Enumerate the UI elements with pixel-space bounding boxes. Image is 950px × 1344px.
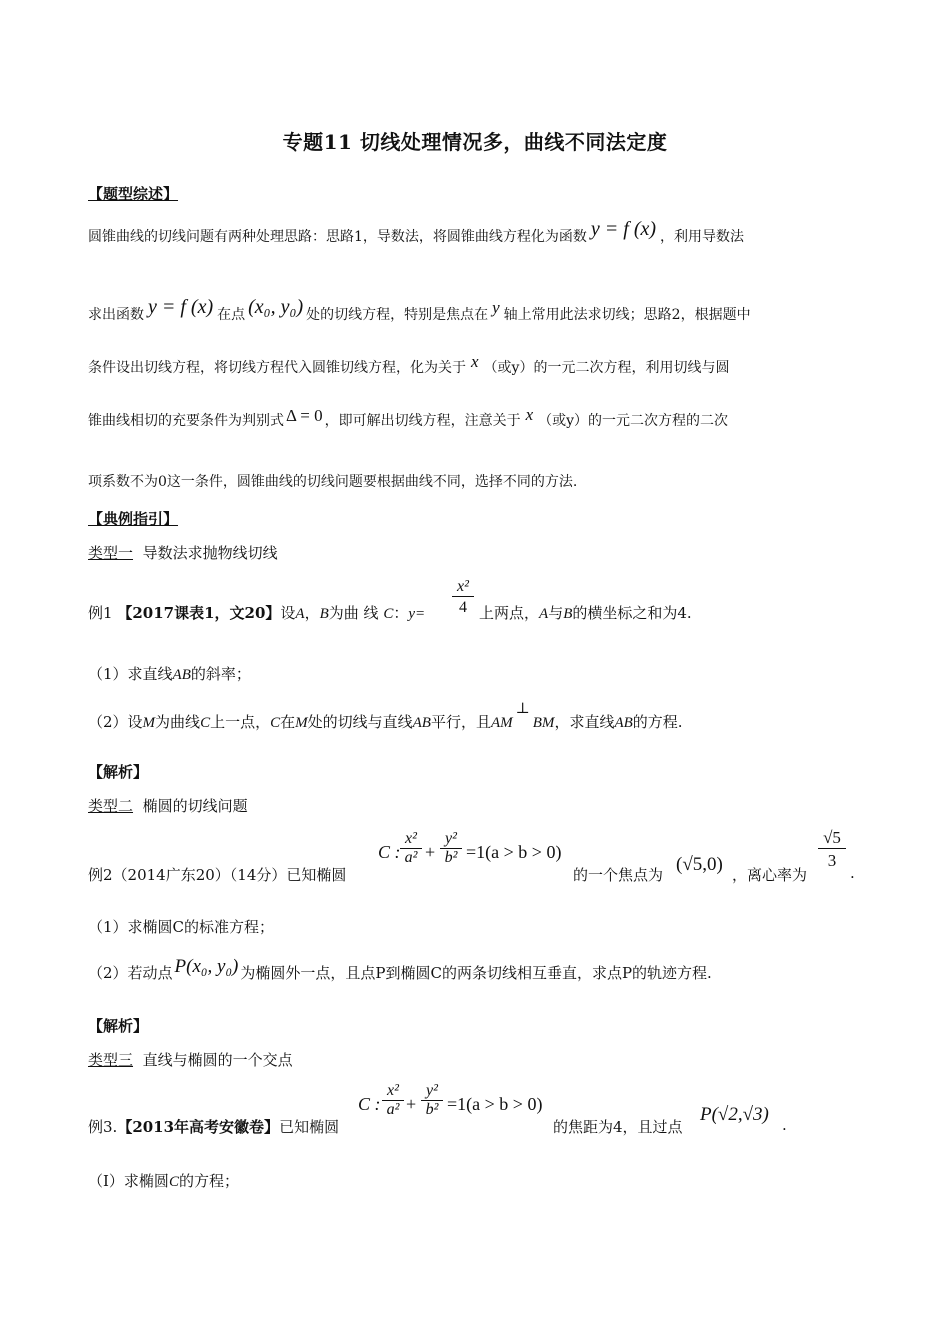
fraction-numerator: √5 [823,828,841,847]
var-C: C [200,715,211,731]
var-M: M [295,715,308,731]
question-text: 为椭圆外一点，且点P到椭圆C的两条切线相互垂直，求点P的轨迹方程. [240,964,712,982]
examples-heading: 【典例指引】 [88,510,179,528]
fraction-numerator: y² [426,1082,438,1099]
type-label: 类型一 [88,544,134,562]
fraction-denominator: b² [440,848,462,867]
overview-heading: 【题型综述】 [88,185,179,203]
example3-question-1 [88,1170,239,1191]
type2-heading [88,795,248,816]
fraction-x2-over-4 [452,578,474,617]
eq-rest: =1(a > b > 0) [466,842,562,862]
var-C: C [270,715,281,731]
question-text: 在 [280,713,296,731]
point-P: P(x₀, y₀) [174,956,239,977]
var-BM: BM [532,715,555,731]
period: . [782,1116,787,1134]
var-AB: AB [412,715,431,731]
question-text: 的斜率； [190,665,251,683]
var-B: B [319,606,329,622]
math-fx: y = f (x) [148,296,214,318]
fraction-denominator: b² [421,1100,443,1119]
var-y: y= [408,606,426,622]
overview-line-2 [88,296,751,325]
fraction-x2-over-a2 [400,830,422,867]
example2-ecc-text: ，离心率为 [732,866,808,884]
example3-intro [88,1116,339,1137]
math-delta: Δ = 0 [286,406,323,425]
overview-line-3 [88,352,730,377]
type-title: 椭圆的切线问题 [142,797,248,815]
type-label: 类型三 [88,1051,134,1069]
question-text: （2）设 [88,713,143,731]
var-C: C [168,1174,179,1190]
math-x: x [471,352,479,371]
question-text: 的方程； [178,1172,239,1190]
question-text: 为曲线 [155,713,201,731]
example1-question-2 [88,699,683,732]
example-number: 例1 [88,604,113,622]
fraction-x2-over-a2 [382,1082,404,1119]
overview-line-4 [88,405,729,430]
question-text: 平行，且 [430,713,491,731]
math-fx: y = f (x) [590,218,657,240]
question-text: （2）若动点 [88,964,173,982]
math-x: x [525,405,534,424]
overview-text: ，利用导数法 [660,229,745,245]
question-text: （1）求直线 [88,665,173,683]
fraction-denominator: 4 [452,596,474,617]
overview-text: 在点 [217,307,246,323]
period: . [850,864,855,882]
fraction-sqrt5-over-3 [818,828,846,871]
overview-line-5: 项系数不为0这一条件，圆锥曲线的切线问题要根据曲线不同，选择不同的方法. [88,474,578,490]
example1-analysis: 【解析】 [88,763,149,781]
overview-text: 处的切线方程，特别是焦点在 [306,307,489,323]
var-AB: AB [172,667,191,683]
example-source: 【2017课表1，文20】 [117,604,281,622]
overview-text: （或y）的一元二次方程，利用切线与圆 [483,360,730,376]
example-text: 为曲 线 [328,604,379,622]
fraction-numerator: y² [445,830,457,847]
example3-focal-text: 的焦距为4，且过点 [553,1118,683,1136]
type1-heading [88,542,278,563]
math-point: (x₀, y₀) [248,296,304,318]
type-title: 直线与椭圆的一个交点 [142,1051,293,1069]
point-P: P(√2,√3) [700,1104,769,1125]
example-text: ： [393,604,409,622]
overview-line-1 [88,218,745,247]
example2-intro: 例2（2014广东20）（14分）已知椭圆 [88,866,347,884]
example-text: 设 [280,604,296,622]
example-text: 上两点， [479,604,540,622]
var-B: B [563,606,573,622]
var-M: M [142,715,156,731]
focus-point: (√5,0) [676,854,723,875]
overview-text: 求出函数 [88,307,144,323]
overview-text: 锥曲线相切的充要条件为判别式 [88,413,284,429]
fraction-y2-over-b2 [421,1082,443,1119]
question-text: 处的切线与直线 [307,713,413,731]
overview-text: 条件设出切线方程，将切线方程代入圆锥切线方程，化为关于 [88,360,466,376]
fraction-numerator: x² [387,1082,399,1099]
math-y: y [492,298,500,317]
eq-C: C : [358,1094,381,1114]
fraction-denominator: 3 [818,848,846,871]
fraction-numerator: x² [457,578,469,595]
question-text: 上一点， [210,713,271,731]
fraction-denominator: a² [400,848,422,867]
eq-rest: =1(a > b > 0) [447,1094,543,1114]
fraction-numerator: x² [405,830,417,847]
question-text: 的方程. [632,713,683,731]
var-AB: AB [614,715,633,731]
question-text: （Ⅰ）求椭圆 [88,1172,169,1190]
example-text: 已知椭圆 [279,1118,340,1136]
example1-line [88,602,425,623]
example-number: 例3. [88,1118,118,1136]
overview-text: （或y）的一元二次方程的二次 [538,413,729,429]
var-AM: AM [490,715,513,731]
fraction-y2-over-b2 [440,830,462,867]
example-text: 与 [548,604,564,622]
example2-focus-text: 的一个焦点为 [573,866,664,884]
type-title: 导数法求抛物线切线 [142,544,278,562]
page-title: 专题11 切线处理情况多，曲线不同法定度 [282,130,668,154]
example1-line-cont [479,602,692,623]
perp-symbol: ⊥ [515,699,530,717]
var-A: A [295,606,305,622]
var-C: C [383,606,394,622]
var-A: A [539,606,549,622]
example2-analysis: 【解析】 [88,1017,149,1035]
example2-question-1: （1）求椭圆C的标准方程； [88,918,275,936]
example-text: 的横坐标之和为4. [572,604,692,622]
question-text: ，求直线 [554,713,615,731]
example-text: ， [304,604,320,622]
overview-text: 圆锥曲线的切线问题有两种处理思路：思路1，导数法，将圆锥曲线方程化为函数 [88,229,587,245]
type3-heading [88,1049,293,1070]
overview-text: ，即可解出切线方程，注意关于 [324,413,521,429]
eq-C: C : [378,842,401,862]
plus-sign: + [425,842,436,862]
example-source: 【2013年高考安徽卷】 [117,1118,280,1136]
type-label: 类型二 [88,797,134,815]
example2-question-2 [88,956,712,984]
overview-text: 轴上常用此法求切线；思路2，根据题中 [503,307,751,323]
fraction-denominator: a² [382,1100,404,1119]
plus-sign: + [406,1094,417,1114]
example1-question-1 [88,663,251,684]
